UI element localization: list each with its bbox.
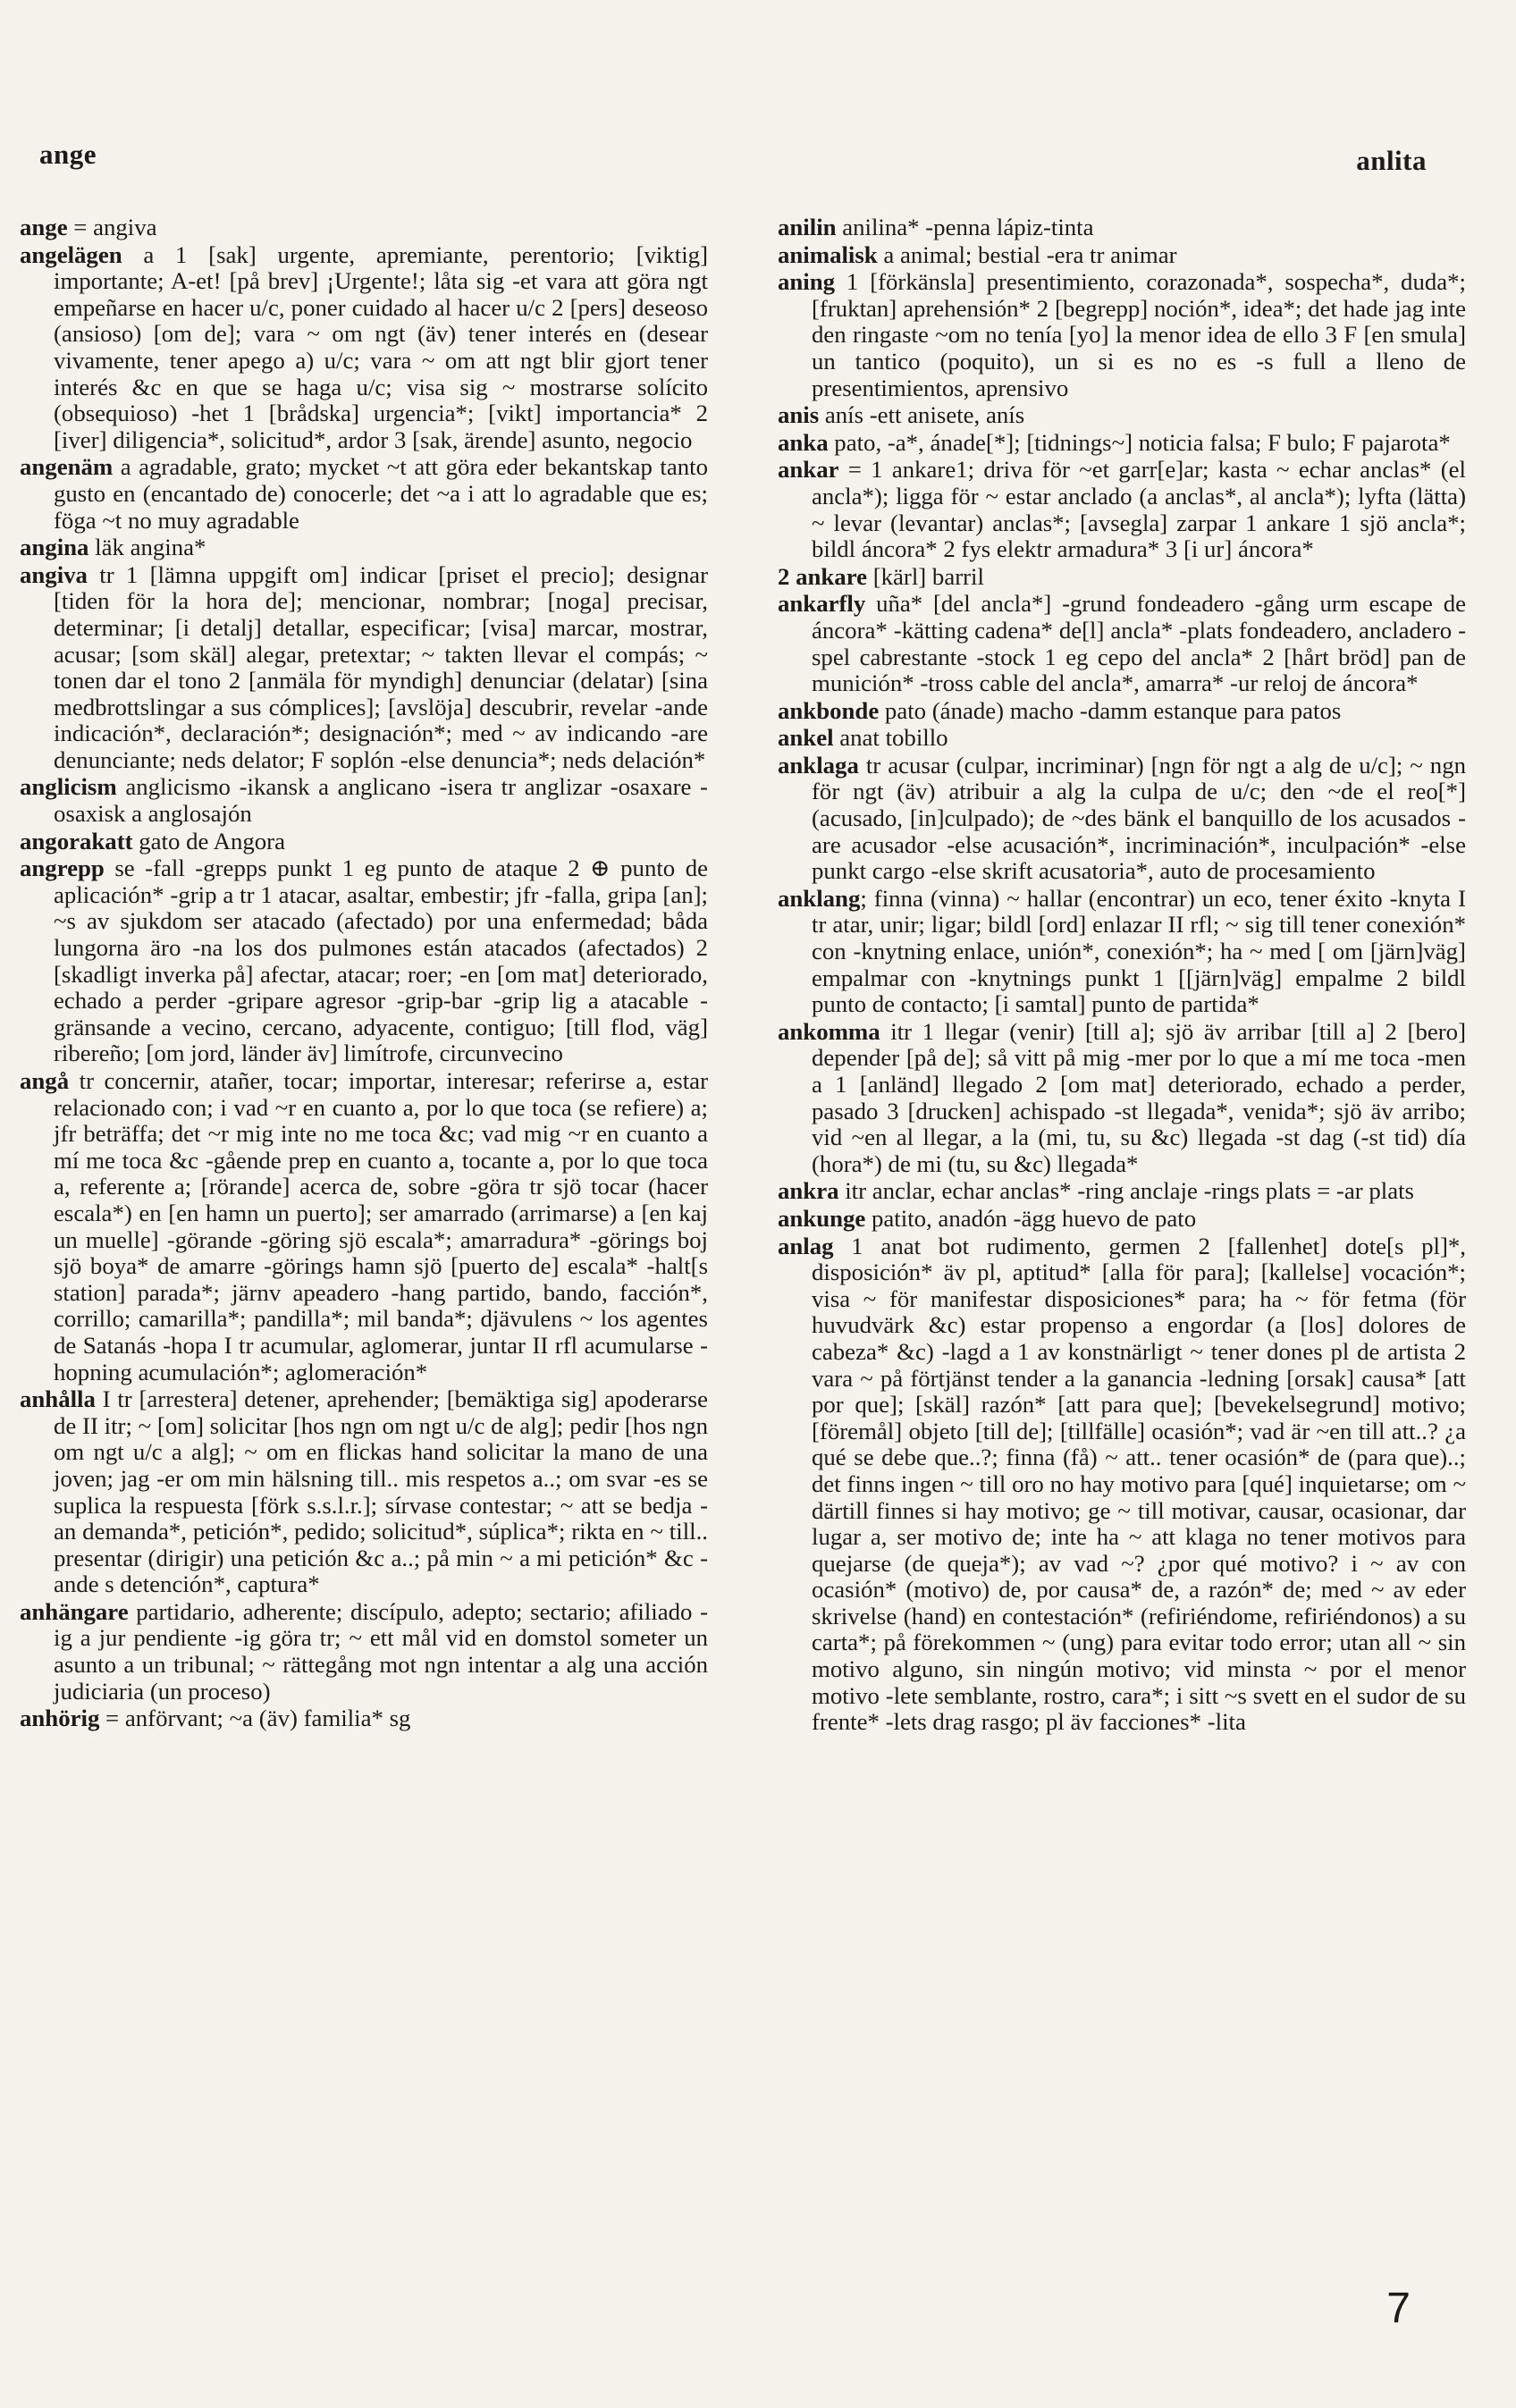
entry-headword: anis bbox=[778, 401, 820, 429]
dictionary-entry bbox=[20, 829, 708, 855]
entry-headword: ankarfly bbox=[778, 590, 866, 618]
entry-definition: a agradable, grato; mycket ~t att göra eder bekantskap tanto gusto en (encantado de) conocerle; det ~a i att lo agradable que es; föga ~t no muy agradable bbox=[54, 453, 708, 534]
dictionary-entry bbox=[778, 215, 1466, 241]
dictionary-entry bbox=[20, 855, 708, 1067]
entry-headword: anilin bbox=[778, 214, 837, 240]
dictionary-entry bbox=[778, 698, 1466, 725]
entry-definition: anglicismo -ikansk a anglicano -isera tr anglizar -osaxare -osaxisk a anglosajón bbox=[54, 773, 708, 828]
entry-headword: anglicism bbox=[20, 773, 117, 801]
entry-definition: [kärl] barril bbox=[867, 562, 984, 590]
entry-definition: itr anclar, echar anclas* -ring anclaje -rings plats = -ar plats bbox=[838, 1177, 1414, 1205]
entry-definition: anís -ett anisete, anís bbox=[819, 401, 1025, 429]
entry-definition: a animal; bestial -era tr animar bbox=[877, 240, 1177, 268]
entry-headword: animalisk bbox=[778, 240, 878, 268]
entry-headword: anhängare bbox=[20, 1597, 129, 1625]
entry-definition: partidario, adherente; discípulo, adepto; sectario; afiliado -ig a jur pendiente -ig göra tr; ~ ett mål vid en domstol someter un asunto a un tribunal; ~ rättegång mot ngn intentar a alg una acción judiciaria (un proceso) bbox=[54, 1597, 708, 1705]
entry-headword: ankar bbox=[778, 456, 839, 484]
entry-headword: anklang bbox=[778, 884, 861, 912]
entry-headword: ankra bbox=[778, 1177, 839, 1205]
entry-definition: anat tobillo bbox=[833, 724, 948, 752]
entry-headword: ankbonde bbox=[778, 696, 880, 724]
dictionary-entry bbox=[20, 1386, 708, 1598]
dictionary-entry bbox=[20, 535, 708, 561]
dictionary-entry bbox=[778, 1206, 1466, 1233]
entry-definition: = 1 ankare1; driva för ~et garr[e]ar; kasta ~ echar anclas* (el ancla*); ligga för ~ estar anclado (a anclas*, al ancla*); lyfta (lätta) ~ levar (levantar) anclas*; [avsegla] zarpar 1 ankare 1 sjö ancla*; bildl áncora* 2 fys elektr armadura* 3 [i ur] áncora* bbox=[812, 456, 1466, 563]
entry-headword: angorakatt bbox=[20, 827, 133, 855]
dictionary-entry bbox=[20, 454, 708, 534]
entry-definition: ; finna (vinna) ~ hallar (encontrar) un eco, tener éxito -knyta I tr atar, unir; ligar; bildl [ord] enlazar II rfl; ~ sig till tener conexión* con -knytning enlace, unión*, conexión*; ha ~ med [ om [järn]väg] empalmar con -knytnings punkt 1 [[järn]väg] empalme 2 bildl punto de contacto; [i samtal] punto de partida* bbox=[812, 884, 1466, 1018]
entry-headword: anklaga bbox=[778, 751, 859, 779]
entry-definition: = anförvant; ~a (äv) familia* sg bbox=[99, 1705, 411, 1732]
dictionary-entry bbox=[778, 430, 1466, 457]
dictionary-entry bbox=[20, 1705, 708, 1732]
entry-definition: itr 1 llegar (venir) [till a]; sjö äv arribar [till a] 2 [bero] depender [på de]; så vitt på mig -mer por lo que a mí me toca -men a 1 [anländ] llegado 2 [om mat] deteriorado, echado a perder, pasado 3 [drucken] achispado -st llegada*, venida*; sjö äv arribo; vid ~en al llegar, a la (mi, tu, su &c) llegada -st dag (-st tid) día (hora*) de mi (tu, su &c) llegada* bbox=[812, 1017, 1466, 1177]
dictionary-entry bbox=[778, 1233, 1466, 1736]
entry-headword: anka bbox=[778, 428, 829, 456]
entry-headword: ankomma bbox=[778, 1017, 880, 1045]
dictionary-entry bbox=[778, 591, 1466, 696]
entry-definition: tr concernir, atañer, tocar; importar, interesar; referirse a, estar relacionado con; i vad ~r en cuanto a, por lo que toca (se refiere) a; jfr beträffa; det ~r mig inte no me toca &c; vad mig ~r en cuanto a mí me toca &c -gående prep en cuanto a, tocante a, por lo que toca a, referente a; [rörande] acerca de, sobre -göra tr sjö tocar (hacer escala*) en [en hamn un puerto]; ser amarrado (arrimarse) a [en kaj un muelle] -görande -göring sjö escala*; amarradura* -görings boj sjö boya* de amarre -görings hamn sjö [puerto de] escala* -halt[s station] parada*; järnv apeadero -hang partido, bando, facción*, corrillo; camarilla*; pandilla*; mil banda*; djävulens ~ los agentes de Satanás -hopa I tr acumular, aglomerar, juntar II rfl acumularse -hopning acumulación*; aglomeración* bbox=[54, 1067, 708, 1385]
entry-headword: ankunge bbox=[778, 1204, 866, 1232]
dictionary-entry bbox=[778, 242, 1466, 269]
entry-headword: ankel bbox=[778, 724, 834, 752]
entry-definition: tr 1 [lämna uppgift om] indicar [priset el precio]; designar [tiden för la hora de]; mencionar, nombrar; [noga] precisar, determinar; [i detalj] detallar, especificar; [visa] marcar, mostrar, acusar; [som skäl] alegar, pretextar; ~ takten llevar el compás; ~ tonen dar el tono 2 [anmäla för myndigh] denunciar (delatar) [sina medbrottslingar a sus cómplices]; [avslöja] descubrir, revelar -ande indicación*, declaración*; designación*; med ~ av indicando -are denunciante; neds delator; F soplón -else denuncia*; neds delación* bbox=[54, 560, 708, 773]
entry-definition: se -fall -grepps punkt 1 eg punto de ataque 2 ⊕ punto de aplicación* -grip a tr 1 atacar, asaltar, embestir; jfr -falla, gripa [an]; ~s av sjukdom ser atacado (afectado) por una enfermedad; båda lungorna äro -na los dos pulmones están atacados (afectados) 2 [skadligt inverka på] afectar, atacar; roer; -en [om mat] deteriorado, echado a perder -gripare agresor -grip-bar -grip lig a atacable -gränsande a vecino, cercano, adyacente, contiguo; [till flod, väg] ribereño; [om jord, länder äv] limítrofe, circunvecino bbox=[54, 855, 708, 1067]
entry-headword: 2 ankare bbox=[778, 562, 868, 590]
entry-headword: angelägen bbox=[20, 240, 122, 268]
dictionary-entry bbox=[778, 886, 1466, 1018]
entry-definition: uña* [del ancla*] -grund fondeadero -gång urm escape de áncora* -kätting cadena* de[l] ancla* -plats fondeadero, ancladero -spel cabrestante -stock 1 eg cepo del ancla* 2 [hårt bröd] pan de munición* -tross cable del ancla*, amarra* -ur reloj de áncora* bbox=[812, 590, 1466, 697]
entry-definition: läk angina* bbox=[88, 534, 206, 561]
page-number: 7 bbox=[1386, 2285, 1411, 2332]
entry-definition: tr acusar (culpar, incriminar) [ngn för ngt a alg de u/c]; ~ ngn för ngt (äv) atribuir a alg la culpa de u/c; den ~de el reo[*] (acusado, [in]culpado); de ~des bänk el banquillo de los acusados -are acusador -else acusación*, incriminación*, inculpación* -else punkt cargo -else skrift acusatoria*, auto de procesamiento bbox=[812, 751, 1466, 885]
dictionary-entry bbox=[20, 1068, 708, 1385]
entry-definition: I tr [arrestera] detener, aprehender; [bemäktiga sig] apoderarse de II itr; ~ [om] solicitar [hos ngn om ngt u/c de alg]; pedir [hos ngn om ngt u/c a alg]; ~ om en flickas hand solicitar la mano de una joven; jag -er om min hälsning till.. mis respetos a..; om svar -es se suplica la respuesta [förk s.s.l.r.]; sírvase contestar; ~ att se bedja -an demanda*, petición*, pedido; solicitud*, súplica*; rikta en ~ till.. presentar (dirigir) una petición &c a..; på min ~ a mi petición* &c -ande s detención*, captura* bbox=[54, 1385, 708, 1598]
entry-definition: pato (ánade) macho -damm estanque para patos bbox=[879, 696, 1342, 724]
entry-headword: angina bbox=[20, 534, 89, 561]
dictionary-entry bbox=[778, 457, 1466, 562]
entry-definition: 1 [förkänsla] presentimiento, corazonada*, sospecha*, duda*; [fruktan] aprehensión* 2 [begrepp] noción*, idea*; det hade jag inte den ringaste ~om no tenía [yo] la menor idea de ello 3 F [en smula] un tantico (poquito), un si es no es -s full a lleno de presentimientos, aprensivo bbox=[812, 268, 1466, 401]
column-left bbox=[20, 215, 708, 1733]
entry-headword: angiva bbox=[20, 560, 88, 588]
entry-definition: 1 anat bot rudimento, germen 2 [fallenhet] dote[s pl]*, disposición* äv pl, aptitud* [alla för para]; [kallelse] vocación*; visa ~ för manifestar disposiciones* para; ha ~ för fetma (för huvudvärk &c) estar propenso a engordar (a [los] dolores de cabeza* &c) -lagd a 1 av konstnärligt ~ tener dones pl de artista 2 vara ~ på förtjänst tender a la ganancia -ledning [orsak] causa* [att por que]; [skäl] razón* [att para que]; [bevekelsegrund] motivo; [föremål] objeto [till de]; [tillfälle] ocasión*; vad är ~en till att..? ¿a qué se debe que..?; finna (få) ~ att.. tener ocasión* de (para que)..; det finns ingen ~ till oro no hay motivo para [qué] inquietarse; om ~ därtill finnes si hay motivo; ge ~ till motivar, causar, ocasionar, dar lugar a, ser motivo de; inte ha ~ att klaga no tener motivos para quejarse (de queja*); av vad ~? ¿por qué motivo? i ~ av con ocasión* (motivo) de, por causa* de, a razón* de; med ~ av eder skrivelse (hand) en contestación* (refiriéndome, refiriéndonos) a su carta*; på förekommen ~ (ung) para evitar todo error; utan all ~ sin motivo alguno, sin ningún motivo; vid minsta ~ por el menor motivo -lete semblante, rostro, cara*; i sitt ~s svett en el sudor de su frente* -lets drag rasgo; pl äv facciones* -lita bbox=[812, 1232, 1466, 1736]
dictionary-entry bbox=[20, 774, 708, 827]
entry-headword: angenäm bbox=[20, 453, 114, 481]
entry-headword: angå bbox=[20, 1067, 70, 1094]
entry-headword: angrepp bbox=[20, 855, 105, 882]
dictionary-entry bbox=[778, 1178, 1466, 1205]
entry-definition: gato de Angora bbox=[132, 827, 285, 855]
dictionary-entry bbox=[778, 402, 1466, 429]
dictionary-entry bbox=[778, 725, 1466, 752]
entry-headword: ange bbox=[20, 214, 68, 240]
dictionary-entry bbox=[778, 269, 1466, 401]
entry-definition: anilina* -penna lápiz-tinta bbox=[836, 214, 1094, 240]
dictionary-entry bbox=[778, 1019, 1466, 1178]
dictionary-entry bbox=[20, 215, 708, 241]
entry-definition: patito, anadón -ägg huevo de pato bbox=[865, 1204, 1197, 1232]
dictionary-entry bbox=[778, 753, 1466, 885]
dictionary-entry bbox=[20, 1599, 708, 1705]
entry-definition: pato, -a*, ánade[*]; [tidnings~] noticia falsa; F bulo; F pajarota* bbox=[828, 428, 1451, 456]
column-right bbox=[778, 215, 1466, 1737]
entry-headword: anlag bbox=[778, 1232, 834, 1259]
entry-headword: anhörig bbox=[20, 1705, 100, 1732]
entry-headword: anhålla bbox=[20, 1385, 96, 1413]
entry-definition: = angiva bbox=[67, 214, 157, 240]
dictionary-entry bbox=[778, 564, 1466, 591]
dictionary-entry bbox=[20, 242, 708, 454]
entry-definition: a 1 [sak] urgente, apremiante, perentorio; [viktig] importante; A-et! [på brev] ¡Urgente!; låta sig -et vara att göra ngt empeñarse en hacer u/c, poner cuidado al hacer u/c 2 [pers] deseoso (ansioso) [om de]; vara ~ om ngt (äv) tener interés en (desear vivamente, tener apego a) u/c; vara ~ om att ngt blir gjort tener interés &c en que se haga u/c; visa sig ~ mostrarse solícito (obsequioso) -het 1 [brådska] urgencia*; [vikt] importancia* 2 [iver] diligencia*, solicitud*, ardor 3 [sak, ärende] asunto, negocio bbox=[54, 240, 708, 453]
entry-headword: aning bbox=[778, 268, 836, 296]
guide-word-left: ange bbox=[39, 139, 97, 170]
guide-word-right: anlita bbox=[1356, 145, 1427, 176]
dictionary-entry bbox=[20, 562, 708, 774]
